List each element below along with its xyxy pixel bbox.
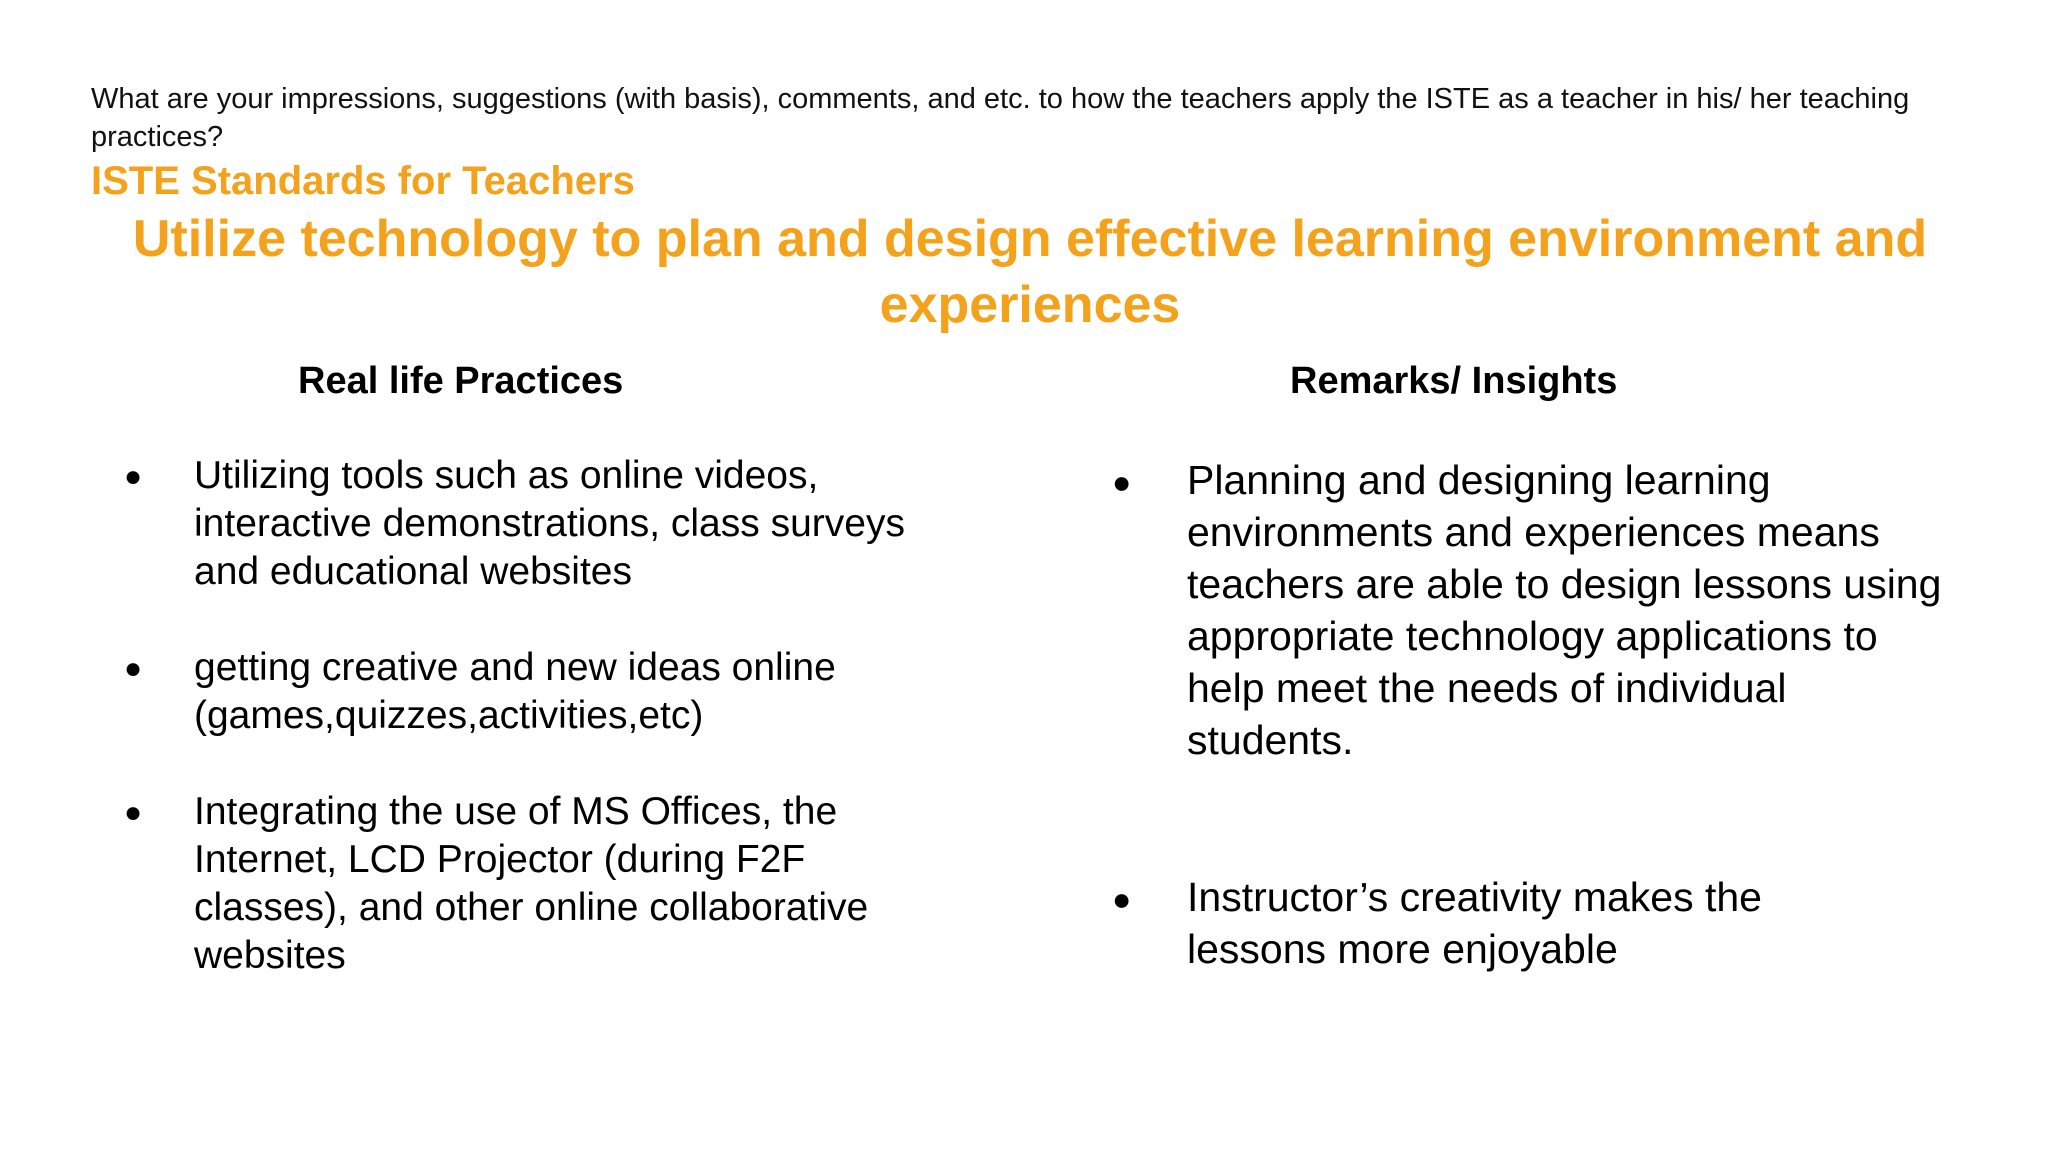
list-item-text: Instructor’s creativity makes the lessons more enjoyable [1187,874,1762,972]
bullet-icon: ● [124,460,143,493]
bullet-icon: ● [124,652,143,685]
list-item-text: getting creative and new ideas online (games,quizzes,activities,etc) [194,646,836,737]
list-item-text: Planning and designing learning environments and experiences means teachers are able to design lessons using appropriate technology applications to help meet the needs of individual students. [1187,457,1942,763]
list-item [124,644,964,740]
list-item-text: Integrating the use of MS Offices, the Internet, LCD Projector (during F2F classes), and other online collaborative websites [194,790,869,977]
insights-list [1112,454,1992,975]
slide-title: Utilize technology to plan and design effective learning environment and experiences [132,210,1928,334]
list-item-text: Utilizing tools such as online videos, interactive demonstrations, class surveys and educational websites [194,454,905,593]
practices-list [124,452,964,1028]
list-item [124,788,964,980]
right-column-heading: Remarks/ Insights [1290,360,1618,402]
bullet-icon: ● [1112,464,1132,500]
subtitle: ISTE Standards for Teachers [91,159,635,203]
list-item [1112,871,1992,975]
question-text: What are your impressions, suggestions (with basis), comments, and etc. to how the teachers apply the ISTE as a teacher in his/ her teaching practices? [91,83,1910,153]
list-item [124,452,964,596]
list-item [1112,454,1992,766]
bullet-icon: ● [1112,881,1132,917]
bullet-icon: ● [124,796,143,829]
left-column-heading: Real life Practices [298,360,624,402]
